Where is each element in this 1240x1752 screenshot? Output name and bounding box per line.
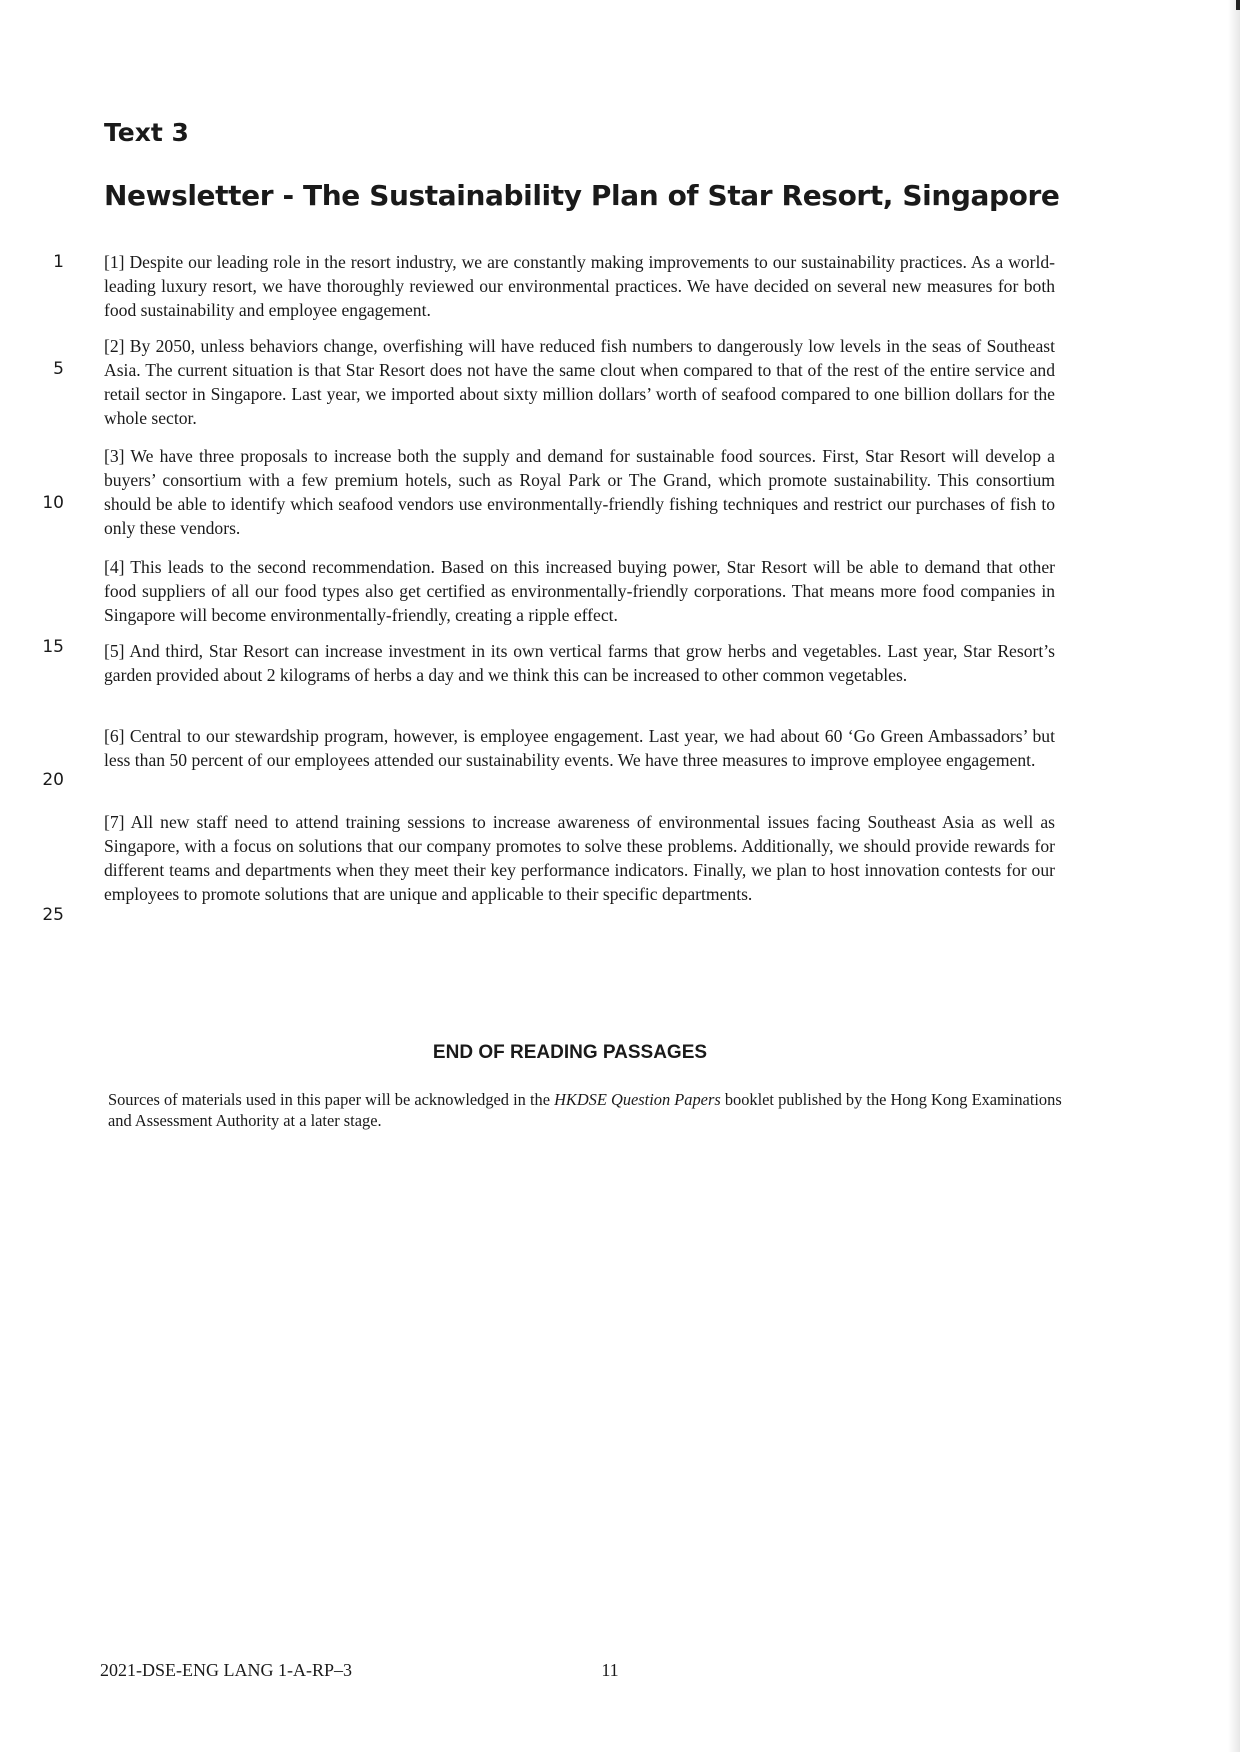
paragraph-6: [6] Central to our stewardship program, however, is employee engagement. Last year, we had about 60 ‘Go Green Ambassadors’ but less than 50 percent of our employees attended our sustainability events. We have three measures to improve employee engagement. bbox=[104, 726, 1055, 770]
paragraph-5: [5] And third, Star Resort can increase investment in its own vertical farms that grow herbs and vegetables. Last year, Star Resort’s garden provided about 2 kilograms of herbs a day and we think this can be increased to other common vegetables. bbox=[104, 641, 1055, 685]
paragraph-1: [1] Despite our leading role in the resort industry, we are constantly making improvements to our sustainability practices. As a world-leading luxury resort, we have thoroughly reviewed our environmental practices. We have decided on several new measures for both food sustainability and employee engagement. bbox=[104, 252, 1055, 320]
page-number: 11 bbox=[601, 1660, 619, 1680]
line-number-15: 15 bbox=[42, 637, 64, 657]
line-number-1: 1 bbox=[53, 252, 64, 272]
paragraph-4: [4] This leads to the second recommendation. Based on this increased buying power, Star Resort will be able to demand that other food suppliers of all our food types also get certified as environmentally-friendly corporations. That means more food companies in Singapore will become environmentally-friendly, creating a ripple effect. bbox=[104, 557, 1055, 625]
passage-title: Newsletter - The Sustainability Plan of Star Resort, Singapore bbox=[104, 179, 1060, 212]
line-number-5: 5 bbox=[53, 359, 64, 379]
scan-edge-shadow bbox=[1228, 0, 1240, 1752]
paper-code: 2021-DSE-ENG LANG 1-A-RP–3 bbox=[100, 1660, 352, 1680]
line-number-10: 10 bbox=[42, 493, 64, 513]
sources-text-start: Sources of materials used in this paper will be acknowledged in the bbox=[108, 1090, 555, 1109]
end-of-passages-heading: END OF READING PASSAGES bbox=[432, 1042, 708, 1063]
line-number-20: 20 bbox=[42, 770, 64, 790]
paragraph-7: [7] All new staff need to attend training sessions to increase awareness of environmental issues facing Southeast Asia as well as Singapore, with a focus on solutions that our company promotes to solve these problems. Additionally, we should provide rewards for different teams and departments when they meet their key performance indicators. Finally, we plan to host innovation contests for our employees to promote solutions that are unique and applicable to their specific departments. bbox=[104, 812, 1055, 904]
paragraph-3: [3] We have three proposals to increase both the supply and demand for sustainable food sources. First, Star Resort will develop a buyers’ consortium with a few premium hotels, such as Royal Park or The Grand, which promote sustainability. This consortium should be able to identify which seafood vendors use environmentally-friendly fishing techniques and restrict our purchases of fish to only these vendors. bbox=[104, 446, 1055, 538]
paragraph-2: [2] By 2050, unless behaviors change, overfishing will have reduced fish numbers to dangerously low levels in the seas of Southeast Asia. The current situation is that Star Resort does not have the same clout when compared to that of the rest of the entire service and retail sector in Singapore. Last year, we imported about sixty million dollars’ worth of seafood compared to one billion dollars for the whole sector. bbox=[104, 336, 1055, 428]
sources-note bbox=[108, 1089, 1083, 1131]
sources-text-end: booklet published by the Hong Kong Examinations and Assessment Authority at a later stage. bbox=[108, 1090, 1062, 1130]
scan-mark bbox=[1236, 0, 1240, 10]
text-label: Text 3 bbox=[104, 118, 189, 147]
sources-booklet-title: HKDSE Question Papers bbox=[554, 1090, 721, 1109]
line-number-25: 25 bbox=[42, 905, 64, 925]
